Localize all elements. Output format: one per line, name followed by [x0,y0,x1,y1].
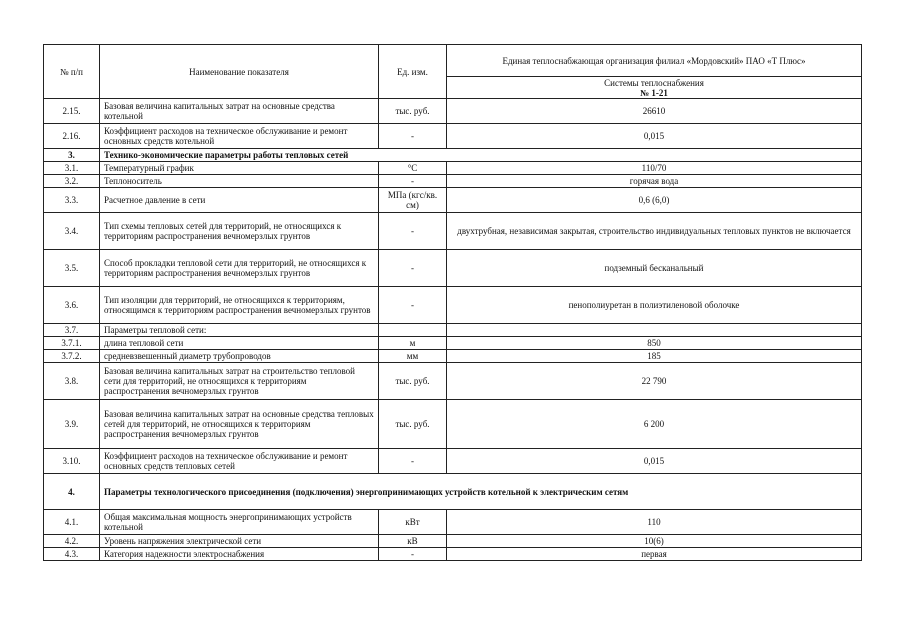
row-num: 4.2. [44,535,100,548]
row-value: двухтрубная, независимая закрытая, строительство индивидуальных тепловых пунктов не включается [447,213,862,250]
table-row [44,337,862,350]
table-row [44,250,862,287]
row-unit: - [379,250,447,287]
row-unit: - [379,548,447,561]
row-unit: - [379,287,447,324]
row-unit: тыс. руб. [379,400,447,449]
row-value: 110/70 [447,162,862,175]
row-value: горячая вода [447,175,862,188]
table-row [44,535,862,548]
row-unit: - [379,449,447,474]
section-title: Параметры технологического присоединения (подключения) энергопринимающих устройств котельной к электрическим сетям [100,474,862,510]
row-name: Базовая величина капитальных затрат на основные средства котельной [100,99,379,124]
row-value: 850 [447,337,862,350]
table-row [44,400,862,449]
row-name: средневзвешенный диаметр трубопроводов [100,350,379,363]
section-num: 3. [44,149,100,162]
table-row [44,363,862,400]
row-unit: тыс. руб. [379,363,447,400]
table-row [44,548,862,561]
section-title: Технико-экономические параметры работы тепловых сетей [100,149,862,162]
row-value: подземный бесканальный [447,250,862,287]
table-row [44,510,862,535]
header-name: Наименование показателя [100,45,379,99]
row-name: Уровень напряжения электрической сети [100,535,379,548]
table-row [44,188,862,213]
row-num: 4.1. [44,510,100,535]
row-value: 6 200 [447,400,862,449]
row-unit: кВ [379,535,447,548]
row-num: 3.3. [44,188,100,213]
row-unit: - [379,175,447,188]
row-name: Тип схемы тепловых сетей для территорий, не относящихся к территориям распространения вечномерзлых грунтов [100,213,379,250]
table-row [44,213,862,250]
row-num: 3.2. [44,175,100,188]
row-unit: тыс. руб. [379,99,447,124]
row-num: 2.15. [44,99,100,124]
row-num: 3.9. [44,400,100,449]
row-num: 2.16. [44,124,100,149]
row-value: 10(6) [447,535,862,548]
row-name: Температурный график [100,162,379,175]
row-value: 0,015 [447,124,862,149]
row-unit: м [379,337,447,350]
row-name: Общая максимальная мощность энергопринимающих устройств котельной [100,510,379,535]
row-value [447,324,862,337]
row-name: Тип изоляции для территорий, не относящихся к территориям, относящимся к территориям распространения вечномерзлых грунтов [100,287,379,324]
row-num: 3.6. [44,287,100,324]
table-row [44,324,862,337]
header-unit: Ед. изм. [379,45,447,99]
row-num: 4.3. [44,548,100,561]
row-unit: °С [379,162,447,175]
row-num: 3.5. [44,250,100,287]
row-num: 3.7.2. [44,350,100,363]
header-org: Единая теплоснабжающая организация филиал «Мордовский» ПАО «Т Плюс» [447,45,862,77]
row-name: Базовая величина капитальных затрат на строительство тепловой сети для территорий, не относящихся к территориям распространения вечномерзлых грунтов [100,363,379,400]
header-system-number: № 1-21 [640,87,668,98]
row-name: Расчетное давление в сети [100,188,379,213]
row-value: первая [447,548,862,561]
row-name: Теплоноситель [100,175,379,188]
table-row [44,124,862,149]
row-value: 110 [447,510,862,535]
row-unit: кВт [379,510,447,535]
table-header-row [44,45,862,77]
section-num: 4. [44,474,100,510]
row-name: Коэффициент расходов на техническое обслуживание и ремонт основных средств тепловых сетей [100,449,379,474]
row-num: 3.10. [44,449,100,474]
header-num: № п/п [44,45,100,99]
section-row [44,474,862,510]
table-row [44,175,862,188]
row-num: 3.4. [44,213,100,250]
row-num: 3.7. [44,324,100,337]
row-name: длина тепловой сети [100,337,379,350]
table-row [44,449,862,474]
row-name: Базовая величина капитальных затрат на основные средства тепловых сетей для территорий, не относящихся к территориям распространения вечномерзлых грунтов [100,400,379,449]
table-row [44,350,862,363]
row-unit: мм [379,350,447,363]
table-row [44,99,862,124]
row-name: Способ прокладки тепловой сети для территорий, не относящихся к территориям распространения вечномерзлых грунтов [100,250,379,287]
row-name: Коэффициент расходов на техническое обслуживание и ремонт основных средств котельной [100,124,379,149]
header-systems-label: Системы теплоснабжения [604,77,704,88]
row-num: 3.8. [44,363,100,400]
row-unit: - [379,213,447,250]
row-name: Категория надежности электроснабжения [100,548,379,561]
row-value: 0,6 (6,0) [447,188,862,213]
section-row [44,149,862,162]
row-value: 0,015 [447,449,862,474]
row-unit: МПа (кгс/кв. см) [379,188,447,213]
row-unit: - [379,124,447,149]
row-value: пенополиуретан в полиэтиленовой оболочке [447,287,862,324]
row-value: 185 [447,350,862,363]
row-unit [379,324,447,337]
table-row [44,287,862,324]
parameters-table [43,44,862,561]
table-row [44,162,862,175]
row-num: 3.7.1. [44,337,100,350]
row-value: 22 790 [447,363,862,400]
row-name: Параметры тепловой сети: [100,324,379,337]
header-systems [447,77,862,99]
row-value: 26610 [447,99,862,124]
row-num: 3.1. [44,162,100,175]
